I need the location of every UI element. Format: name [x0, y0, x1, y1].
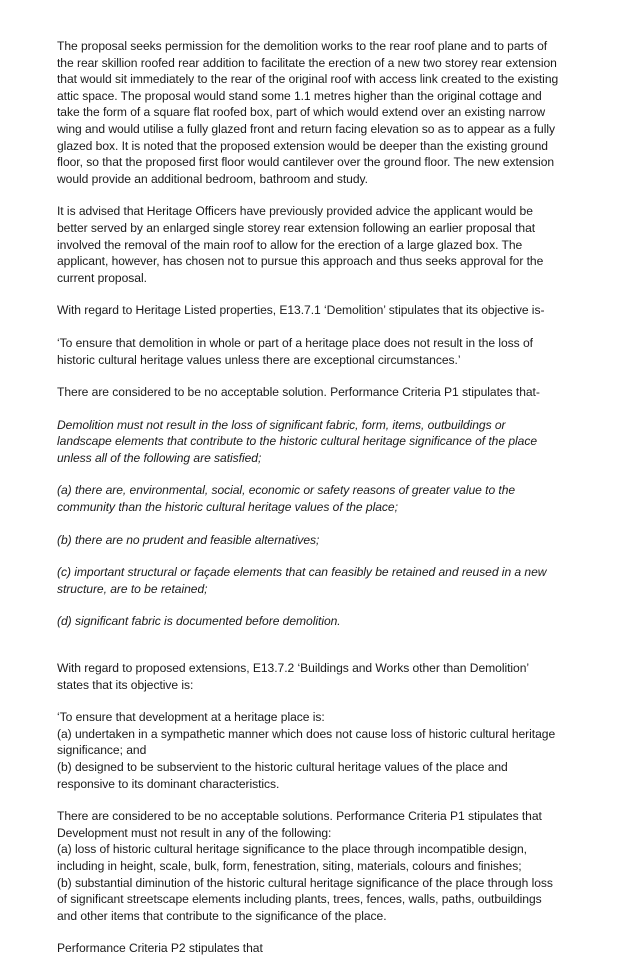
paragraph-demolition-clause	[57, 302, 572, 319]
text-line: community than the historic cultural heritage values of the place;	[57, 500, 398, 515]
text-line: take the form of a square flat roofed box, part of which would extend over an existing narrow	[57, 105, 546, 120]
text-line: ‘To ensure that demolition in whole or part of a heritage place does not result in the loss of	[57, 335, 533, 350]
text-line: There are considered to be no acceptable solutions. Performance Criteria P1 stipulates that	[57, 809, 542, 824]
text-line: unless all of the following are satisfied;	[57, 450, 262, 465]
text-line: (b) designed to be subservient to the historic cultural heritage values of the place and	[57, 760, 508, 774]
text-line: responsive to its dominant characteristics.	[57, 776, 280, 791]
text-line: (b) substantial diminution of the historic cultural heritage significance of the place through loss	[57, 875, 553, 890]
text-line: The proposal seeks permission for the demolition works to the rear roof plane and to parts of	[57, 39, 548, 53]
paragraph-p1-intro	[57, 384, 572, 401]
text-line: (a) there are, environmental, social, economic or safety reasons of greater value to the	[57, 483, 516, 498]
paragraph-p1-criteria	[57, 417, 572, 467]
text-line: involved the removal of the main roof to allow for the erection of a large glazed box. The	[57, 237, 523, 252]
text-line: (b) there are no prudent and feasible alternatives;	[57, 532, 320, 547]
paragraph-extensions-clause	[57, 660, 572, 693]
text-line: significance; and	[57, 743, 147, 758]
text-line: There are considered to be no acceptable solution. Performance Criteria P1 stipulates that-	[57, 385, 540, 400]
text-line: that would sit immediately to the rear of the original roof with access link created to the existing	[57, 72, 559, 87]
paragraph-criterion-c	[57, 564, 572, 597]
text-line: (a) undertaken in a sympathetic manner which does not cause loss of historic cultural heritage	[57, 726, 556, 741]
text-line: With regard to Heritage Listed properties, E13.7.1 ‘Demolition’ stipulates that its objective is-	[57, 303, 545, 318]
text-line: states that its objective is:	[57, 677, 194, 692]
text-line: attic space. The proposal would stand some 1.1 metres higher than the original cottage and	[57, 88, 542, 103]
paragraph-extensions-objective	[57, 709, 572, 792]
text-line: structure, are to be retained;	[57, 581, 208, 596]
text-line: better served by an enlarged single storey rear extension following an earlier proposal that	[57, 220, 536, 235]
text-line: floor, so that the proposed first floor would cantilever over the ground floor. The new extension	[57, 155, 555, 170]
text-line: of significant streetscape elements including plants, trees, fences, walls, paths, outbuildings	[57, 892, 542, 907]
text-line: and other items that contribute to the significance of the place.	[57, 908, 387, 923]
text-line: the rear skillion roofed rear addition to facilitate the erection of a new two storey rear extension	[57, 55, 557, 70]
text-line: Demolition must not result in the loss of significant fabric, form, items, outbuildings or	[57, 417, 506, 432]
text-line: ‘To ensure that development at a heritage place is:	[57, 710, 325, 725]
text-line: including in height, scale, bulk, form, fenestration, siting, materials, colours and finishes;	[57, 858, 522, 873]
text-line: wing and would utilise a fully glazed front and return facing elevation so as to appear as a fully	[57, 121, 555, 136]
text-line: It is advised that Heritage Officers have previously provided advice the applicant would be	[57, 204, 533, 219]
text-line: glazed box. It is noted that the proposed extension would be deeper than the existing ground	[57, 138, 548, 153]
paragraph-p2-intro	[57, 940, 572, 957]
text-line: historic cultural heritage values unless there are exceptional circumstances.’	[57, 352, 461, 367]
text-line: Development must not result in any of the following:	[57, 825, 332, 840]
paragraph-criterion-a	[57, 482, 572, 515]
paragraph-proposal-description	[57, 38, 572, 187]
text-line: (a) loss of historic cultural heritage significance to the place through incompatible design,	[57, 842, 527, 857]
text-line: would provide an additional bedroom, bathroom and study.	[57, 171, 368, 186]
text-line: With regard to proposed extensions, E13.7.2 ‘Buildings and Works other than Demolition’	[57, 661, 530, 676]
text-line: (d) significant fabric is documented before demolition.	[57, 614, 341, 629]
paragraph-heritage-advice	[57, 203, 572, 286]
paragraph-extensions-p1	[57, 808, 572, 924]
paragraph-demolition-objective	[57, 335, 572, 368]
text-line: Performance Criteria P2 stipulates that	[57, 941, 263, 956]
text-line: applicant, however, has chosen not to pursue this approach and thus seeks approval for the	[57, 254, 544, 269]
text-line: (c) important structural or façade elements that can feasibly be retained and reused in a new	[57, 565, 547, 580]
paragraph-criterion-b	[57, 532, 572, 549]
text-line: current proposal.	[57, 270, 147, 285]
paragraph-criterion-d	[57, 613, 572, 630]
text-line: landscape elements that contribute to the historic cultural heritage significance of the place	[57, 434, 538, 449]
